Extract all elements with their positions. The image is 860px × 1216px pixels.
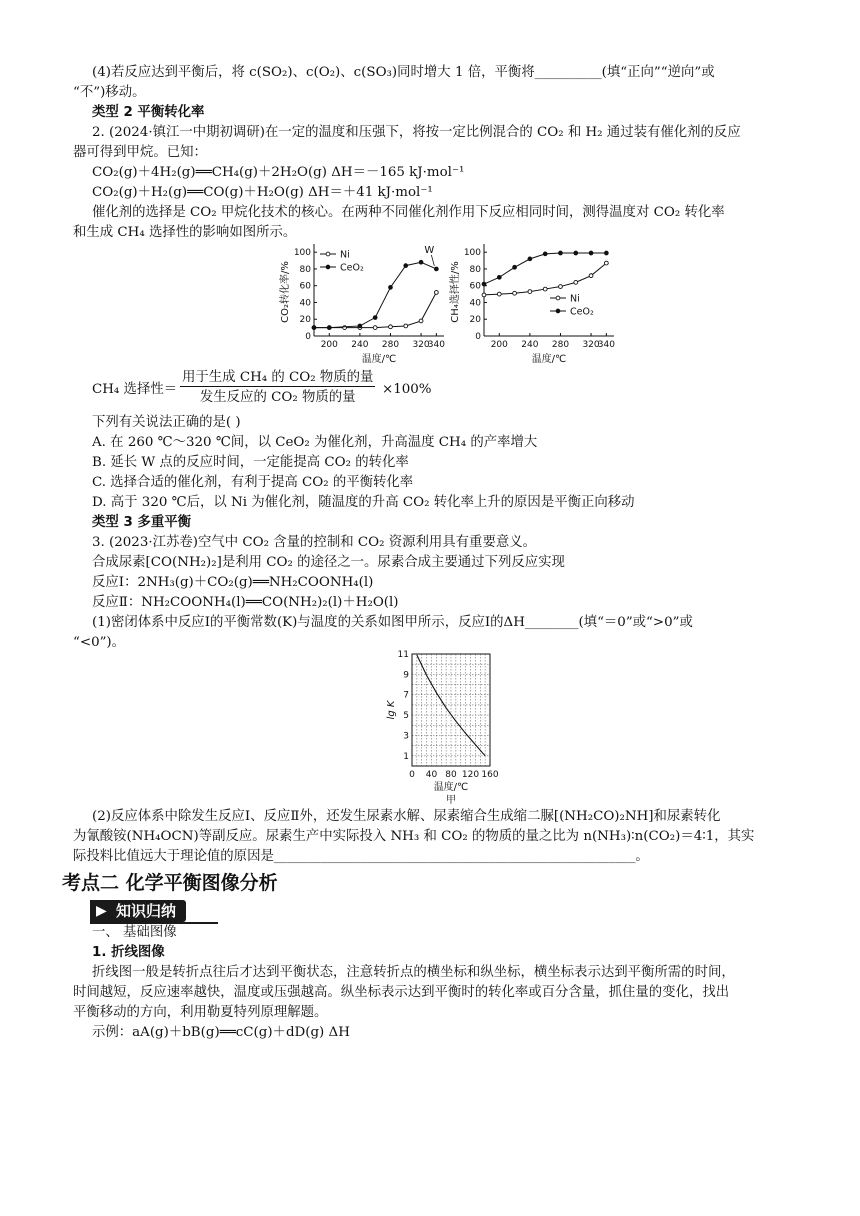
legend-label: Ni [340, 249, 350, 261]
x-tick-label: 0 [409, 770, 415, 780]
section-heading: 类型 2 平衡转化率 [92, 105, 205, 120]
data-point [327, 326, 331, 330]
data-point [574, 251, 578, 255]
y-tick-label: 60 [299, 281, 311, 292]
y-tick-label: 1 [403, 751, 409, 762]
data-point [559, 251, 563, 255]
legend-marker [556, 296, 560, 300]
y-tick-label: 60 [469, 281, 481, 292]
question-text: (1)密闭体系中反应Ⅰ的平衡常数(K)与温度的关系如图甲所示，反应Ⅰ的ΔH________(填“＝0”或“>0”或 [92, 615, 693, 630]
page-section-title: 考点二 化学平衡图像分析 [62, 872, 278, 894]
y-tick-label: 100 [463, 248, 481, 259]
x-tick-label: 280 [381, 340, 400, 350]
data-point [312, 326, 316, 330]
equation: CO₂(g)＋H₂(g)══CO(g)＋H₂O(g) ΔH＝＋41 kJ·mol⁻¹ [92, 185, 433, 200]
x-tick-label: 320 [412, 340, 430, 350]
subheading: 一、 基础图像 [92, 925, 177, 940]
y-tick-label: 100 [293, 248, 311, 259]
formula-rhs: ×100% [382, 382, 432, 397]
y-axis-label: lg K [386, 700, 397, 720]
y-tick-label: 3 [403, 731, 409, 742]
chart-ch4-selectivity [446, 240, 626, 370]
question-text: 和生成 CH₄ 选择性的影响如图所示。 [73, 225, 297, 240]
data-point [589, 251, 593, 255]
x-tick-label: 160 [481, 770, 499, 780]
x-tick-label: 340 [427, 340, 445, 350]
question-text: 合成尿素[CO(NH₂)₂]是利用 CO₂ 的途径之一。尿素合成主要通过下列反应实现 [92, 555, 565, 570]
question-text: 为氰酸铵(NH₄OCN)等副反应。尿素生产中实际投入 NH₃ 和 CO₂ 的物质的量之比为 n(NH₃)∶n(CO₂)＝4∶1，其实 [73, 829, 755, 844]
knowledge-banner [90, 900, 186, 922]
data-point [419, 260, 423, 264]
data-point [574, 280, 578, 284]
data-point [513, 291, 517, 295]
equation: CO₂(g)＋4H₂(g)══CH₄(g)＋2H₂O(g) ΔH＝－165 kJ·mol⁻¹ [92, 165, 465, 180]
x-axis-label: 温度/℃ [531, 354, 567, 365]
data-point [559, 285, 563, 289]
y-tick-label: 0 [305, 332, 311, 342]
question-text: 际投料比值远大于理论值的原因是______________________________________________________。 [73, 849, 649, 864]
formula-denominator: 发生反应的 CO₂ 物质的量 [199, 390, 356, 405]
x-tick-label: 40 [425, 770, 438, 780]
reaction: 反应Ⅰ：2NH₃(g)＋CO₂(g)══NH₂COONH₄(l) [92, 575, 374, 590]
y-tick-label: 20 [299, 315, 311, 326]
y-tick-label: 7 [403, 690, 409, 701]
annotation-leader [431, 255, 434, 266]
series-line-Ni [314, 292, 436, 327]
x-tick-label: 340 [597, 340, 615, 350]
data-point [358, 324, 362, 328]
y-tick-label: 20 [469, 315, 481, 326]
y-tick-label: 9 [403, 670, 409, 681]
data-point [434, 267, 438, 271]
y-axis-label: CO₂转化率/% [280, 261, 291, 323]
data-point [373, 326, 377, 330]
x-tick-label: 200 [320, 340, 338, 350]
y-tick-label: 80 [299, 264, 311, 275]
formula-numerator: 用于生成 CH₄ 的 CO₂ 物质的量 [182, 370, 374, 385]
question-text: “<0”)。 [73, 635, 126, 650]
question-text: 2. (2024·镇江一中期初调研)在一定的温度和压强下，将按一定比例混合的 CO₂ 和 H₂ 通过装有催化剂的反应 [92, 125, 741, 140]
x-tick-label: 200 [490, 340, 508, 350]
option-d: D. 高于 320 ℃后，以 Ni 为催化剂，随温度的升高 CO₂ 转化率上升的原因是平衡正向移动 [92, 495, 635, 510]
data-point [543, 252, 547, 256]
data-point [482, 282, 486, 286]
question-prompt: 下列有关说法正确的是( ) [92, 415, 241, 430]
data-point [604, 261, 608, 265]
text-line: (4)若反应达到平衡后，将 c(SO₂)、c(O₂)、c(SO₃)同时增大 1 倍，平衡将__________(填“正向”“逆向”或 [92, 65, 715, 80]
data-point [528, 257, 532, 261]
data-point [604, 251, 608, 255]
text-line: “不”)移动。 [73, 85, 146, 100]
x-axis-label: 温度/℃ [361, 354, 397, 365]
chart-co2-conversion [276, 240, 456, 370]
series-line-CeO₂ [484, 253, 606, 284]
data-point [404, 264, 408, 268]
data-point [528, 290, 532, 294]
question-text: 3. (2023·江苏卷)空气中 CO₂ 含量的控制和 CO₂ 资源利用具有重要意义。 [92, 535, 537, 550]
legend-label: CeO₂ [340, 262, 364, 274]
annotation-label: W [424, 244, 435, 256]
x-tick-label: 240 [351, 340, 369, 350]
plot-frame [412, 654, 490, 766]
section-heading: 类型 3 多重平衡 [92, 515, 191, 530]
body-text: 时间越短，反应速率越快，温度或压强越高。纵坐标表示达到平衡时的转化率或百分含量，抓住量的变化，找出 [73, 985, 730, 1000]
data-point [543, 287, 547, 291]
body-text: 平衡移动的方向，利用勒夏特列原理解题。 [73, 1005, 328, 1020]
legend-marker [326, 265, 330, 269]
data-point [419, 319, 423, 323]
y-tick-label: 40 [469, 298, 481, 309]
arrow-right-icon: ▶ [96, 903, 107, 919]
question-text: 器可得到甲烷。已知： [73, 145, 207, 160]
data-point [404, 324, 408, 328]
data-point [513, 265, 517, 269]
data-point [482, 293, 486, 297]
formula-fraction [180, 369, 375, 406]
option-c: C. 选择合适的催化剂，有利于提高 CO₂ 的平衡转化率 [92, 475, 414, 490]
chart-lgk-temperature [370, 646, 520, 806]
example-equation: 示例：aA(g)＋bB(g)══cC(g)＋dD(g) ΔH [92, 1025, 350, 1040]
reaction: 反应Ⅱ：NH₂COONH₄(l)══CO(NH₂)₂(l)＋H₂O(l) [92, 595, 399, 610]
data-point [373, 316, 377, 320]
x-tick-label: 320 [582, 340, 600, 350]
data-point [389, 285, 393, 289]
y-tick-label: 80 [469, 264, 481, 275]
body-text: 折线图一般是转折点往后才达到平衡状态，注意转折点的横坐标和纵坐标，横坐标表示达到平衡所需的时间， [92, 965, 735, 980]
data-point [434, 291, 438, 295]
option-a: A. 在 260 ℃～320 ℃间，以 CeO₂ 为催化剂，升高温度 CH₄ 的产率增大 [92, 435, 538, 450]
data-point [389, 325, 393, 329]
x-tick-label: 240 [521, 340, 539, 350]
subheading: 1. 折线图像 [92, 945, 165, 960]
y-axis-label: CH₄选择性/% [450, 261, 461, 323]
legend-label: Ni [570, 293, 580, 305]
legend-marker [556, 309, 560, 313]
data-point [497, 275, 501, 279]
y-tick-label: 0 [475, 332, 481, 342]
x-tick-label: 80 [445, 770, 457, 780]
question-text: (2)反应体系中除发生反应Ⅰ、反应Ⅱ外，还发生尿素水解、尿素缩合生成缩二脲[(NH₂CO)₂NH]和尿素转化 [92, 809, 721, 824]
y-tick-label: 40 [299, 298, 311, 309]
legend-marker [326, 252, 330, 256]
y-tick-label: 11 [397, 650, 409, 660]
x-axis-label: 温度/℃ [433, 782, 469, 793]
data-point [497, 292, 501, 296]
x-tick-label: 120 [461, 770, 480, 780]
y-tick-label: 5 [403, 711, 409, 722]
knowledge-label: 知识归纳 [116, 902, 177, 920]
question-text: 催化剂的选择是 CO₂ 甲烷化技术的核心。在两种不同催化剂作用下反应相同时间，测得温度对 CO₂ 转化率 [92, 205, 725, 220]
chart-title: 甲 [446, 795, 456, 806]
data-point [589, 274, 593, 278]
x-tick-label: 280 [551, 340, 570, 350]
legend-label: CeO₂ [570, 306, 594, 318]
formula-lhs: CH₄ 选择性＝ [92, 382, 178, 397]
option-b: B. 延长 W 点的反应时间，一定能提高 CO₂ 的转化率 [92, 455, 409, 470]
